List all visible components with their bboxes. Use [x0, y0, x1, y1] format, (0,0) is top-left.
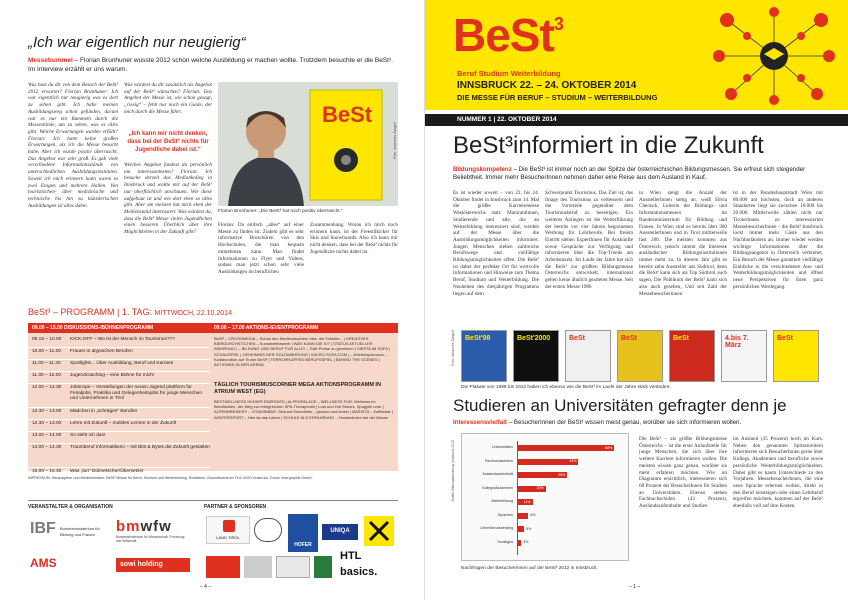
poster-label: BeSt'98 — [465, 335, 491, 342]
bmwfw-sub: Bundesministerium für Wissenschaft, Forschung und Wirtschaft — [116, 535, 185, 543]
right-col1: Es ist wieder soweit – von 22. bis 24. Oktober findet in Innsbruck zum 14. Mal die größte Karrieremesse Westösterreichs statt. Maturantinnen, Studierende und alle, die an Weiterbildung interessiert sind, werden auf der Messe über die Ausbildungsmöglichkeiten informiert. Jungen Menschen stehen zahlreiche Berufswege und vielfältige Bildungsmöglichkeiten offen. Die BeSt³ ist daher der perfekte Ort für wertvolle Informationen und Hinweise zum Thema Beruf, Studium und Weiterbildung. Die Neuheiten des diesjährigen Programms liegen auf dem — [453, 190, 539, 297]
logo-small-1 — [206, 556, 240, 578]
program-time: 11.00 – 11.30 — [32, 361, 61, 366]
left-intro-label: Messebummel — [28, 57, 73, 64]
right-headline: BeSt³informiert in die Zukunft — [453, 132, 764, 159]
impressum: IMPRESSUM: Herausgeber und Medieninhaber: BeSt³ Messe für Beruf, Studium und Weiterbildung. Redaktion: Zukunftszentrum Tirol, 6020 Innsbruck. Druck: Intergraphik GmbH. — [28, 476, 313, 480]
program-row — [28, 384, 210, 408]
program-row — [28, 408, 210, 420]
hofer-text: HOFER — [294, 542, 312, 548]
program-time: 13.00 – 14.00 — [32, 433, 62, 438]
chart-value-label: 3% — [523, 540, 529, 545]
program-time: 10.00 – 11.00 — [32, 349, 61, 354]
logo-bmwfw: bmwfw Bundesministerium für Wissenschaft, Forschung und Wirtschaft — [116, 518, 190, 548]
right-lead2 — [453, 419, 823, 427]
logo-sowi — [116, 558, 190, 572]
right-lead2-text: – BesucherInnen der BeSt³ wissen meist genau, worüber sie sich informieren wollen. — [507, 419, 742, 426]
sponsor-left-title: VERANSTALTER & ORGANISATION — [28, 504, 113, 510]
right-headline2: Studieren an Universitäten gefragter denn je — [453, 396, 787, 415]
interview-photo — [218, 82, 398, 206]
htl-text: HTL — [340, 550, 362, 562]
chart-bar — [517, 513, 528, 519]
right-lead2-label: Interessensvielfalt — [453, 419, 507, 426]
logo-small-4 — [314, 556, 332, 578]
right-page-number: – 1 – — [629, 584, 641, 590]
right-col2: Schwerpunkt Tourismus. Das Ziel ist, das Image des Tourismus zu verbessern und die Vorurteile gegenüber dem Tourismusberuf zu beseitigen. Ein weiteres Anliegen ist die Weiterführung der bereits vor vier Jahren begonnenen Werbung für Lehrberufe. Bei freiem Eintritt stehen ExpertInnen für Auskünfte sowie Gespräche zur Verfügung und informieren über die Top-Trends am Arbeitsmarkt. Im Laufe der Jahre hat sich die BeSt³ zur größten Bildungsmesse Österreichs entwickelt, international gelten keine ähnlich gearteten Messe. Seit der ersten Messe 1986 — [545, 190, 633, 290]
program-row — [28, 372, 210, 384]
poster — [669, 330, 715, 382]
photo-illustration — [218, 82, 398, 206]
program-desc: Jobscope – Vorstellungen der neuen Jugend plattform für Ferialjobs, Praktika und Gelegenheitsjobs für junge Menschen und Unternehmen in Tirol — [70, 385, 202, 401]
chart-caption: Nachfragen der BesucherInnen auf der BeSt³ 2012 in Innsbruck. — [461, 566, 598, 571]
poster-label: BeSt'2000 — [517, 335, 551, 342]
bmbf-line1: Bundesministerium für — [60, 526, 100, 531]
land-text: LAND TIROL — [216, 535, 240, 540]
event-line2: DIE MESSE FÜR BERUF – STUDIUM – WEITERBILDUNG — [457, 93, 658, 102]
poster-label: BeSt — [621, 335, 637, 342]
chart-value-label: 35% — [558, 472, 566, 477]
logo-bmbf — [30, 520, 106, 548]
program-time: 12.30 – 13.00 — [32, 421, 62, 426]
poster-label: 4.bis 7. März — [725, 335, 749, 349]
program-time: 12.30 – 13.00 — [32, 409, 62, 414]
photo-caption: Florian Brunhuner: „Die BeSt³ hat mich positiv überrascht.“ — [218, 209, 343, 214]
left-headline: „Ich war eigentlich nur neugierig“ — [28, 34, 246, 51]
bmbf-line2: Bildung und Frauen — [60, 532, 95, 537]
logo-ams — [30, 556, 76, 576]
sponsor-right-title: PARTNER & SPONSOREN — [204, 504, 267, 510]
program-time: 11.30 – 12.00 — [32, 373, 61, 378]
svg-text:BeSt: BeSt — [322, 102, 373, 127]
left-col3: Florian: Da einfach „alles“ auf einer Messe zu finden ist. Zudem gibt es sehr informative Broschüren von den Hochschulen, die man bequem mitnehmen kann. Man findet Informationen zu Flyer und Videos, sodass man jetzt schon sehr viele Ausbildungen im beruflichen — [218, 222, 304, 275]
left-col2: Was würdest du dir zusätzlich als Angebot auf der BeSt³ wünschen? Florian: Das Angebot der Messe ist, wie schon gesagt, „riesig“ – fehlt nur noch ein Guide, der mich durch die Messe führt. — [124, 82, 212, 115]
chart-value-label: 43% — [569, 459, 577, 464]
logo-uni — [254, 518, 282, 542]
program-desc: Was „tun“ Dolmetscher/Übersetzer — [70, 469, 144, 474]
icon-cluster — [709, 6, 839, 106]
program-desc: Spotlights... Über Ausbildung, Beruf und Karriere — [70, 361, 174, 366]
program-date: MITTWOCH, 22.10.2014 — [154, 310, 232, 317]
event-title: TÄGLICH TOURISMUSCORNER MEGA AKTIONSPROGRAMM IN ATRIUM WEST (EG) — [214, 382, 381, 395]
left-intro — [28, 57, 398, 74]
event-line1: INNSBRUCK 22. – 24. OKTOBER 2014 — [457, 80, 637, 91]
photo-credit: Foto: Johannes Zangerl — [393, 122, 397, 159]
left-page-number: – 4 – — [200, 584, 212, 590]
poster-label: BeSt — [569, 335, 585, 342]
logo-small-2 — [244, 556, 272, 578]
program-desc: Jugendcoaching – eine Bühne für mich! — [70, 373, 155, 378]
program-row — [28, 348, 210, 360]
chart-category-label: Sprachen — [497, 512, 513, 517]
chart-bar — [517, 526, 524, 532]
left-col2b: Welches Angebot fandest du persönlich am interessantesten? Florian: Ich besuche derzeit das Mediankolleg in Innsbruck und wollte mir auf der BeSt³ nur oberflächlich anschauen. Wie diese aufgebaut ist und wie dort eben so alles gibt. Aber am meisten hat mich eben der Medienstand interessiert. Was würdest du, dass die BeSt³ Messe vielen Jugendlichen einen besseren Überblick über ihre Möglichkeiten in der Zukunft gibt? — [124, 162, 212, 236]
poster — [721, 330, 767, 382]
left-col4: Zusammenhang. Woran ich mich noch erinnern kann, ist der Freestilkicker für Skis und Snowboards. Also ich kann mir nicht denken, dass bei der BeSt³ nichts für Jugendliche nichts dabei ist. — [310, 222, 398, 255]
poster-label: BeSt — [777, 335, 793, 342]
right-col6: im Ausland (35 Prozent) hoch im Kurs. Neben den genannten Spitzenreitern informieren sich BesucherInnen gerne über Kollegs, Akademien und berufliche sowie persönliche Weiterbildungsmöglichkeiten. Dabei gibt es kaum Unterschiede zu den Vorjahren. MessebesucherInnen, die eine neue Sprache erlernen wollen, direkt in den Beruf einsteigen oder einen Lehrberuf ergreifen möchten, kommen auf der BeSt³ ebenfalls voll auf ihre Kosten. — [733, 436, 823, 510]
right-lead-label: Bildungskompetenz — [453, 166, 512, 173]
poster-strip — [461, 330, 823, 382]
chart-value-label: 68% — [605, 445, 613, 450]
program-row — [28, 432, 210, 444]
poster — [565, 330, 611, 382]
program-time: 12.00 – 12.30 — [32, 385, 62, 390]
right-col3: in Wien steigt die Anzahl der AusstellerInnen stetig an, weiß Silvia Cheonck, Leiterin der Bildungs- und Informationsmessen im Bundesministerium für Bildung und Frauen. In Wien sind es bereits über 300 AusstellerInnen und in Tirol mittlerweile fast 200. Die meisten kommen aus Österreich, jedoch nimmt die Interesse ausländischer Bildungsinstitutionen immer mehr zu. In diesem Jahr gibt es bereits zehn Aussteller aus Südtirol, denn die BeSt³ kann sich als Top Südtirol auch sagen, Die Publikum der BeSt³ kann sich also auch gesehen, Und seit Zahl der Messebesucherinnen — [639, 190, 727, 297]
program-row — [28, 360, 210, 372]
issue-label: NUMMER 1 | 22. OKTOBER 2014 — [457, 116, 557, 123]
poster-label: BeSt — [673, 335, 689, 342]
chart-value-label: 8% — [530, 513, 536, 518]
poster — [461, 330, 507, 382]
chart-category-label: Sonstiges — [497, 539, 513, 544]
poster-credit: Foto: Johannes Zangerl — [451, 330, 455, 366]
right-lead-text: – Die BeSt³ ist immer noch an der Spitze der österreichischen Bildungsmessen. Sie erfreut sich steigender Beliebtheit. Immer mehr BesucherInnen nehmen daher eine Reise aus dem Ausland in Kauf. — [453, 166, 806, 181]
chart-category-label: Weiterbildung — [491, 499, 513, 503]
poster-caption: Die Plakate von 1998 bis 2012 haben ich ebenso wie die BeSt³ im Laufe der Jahre stark verändert. — [461, 385, 671, 390]
program-desc: Traumberuf Informatikerin – mit Bits & Bytes die Zukunft gestalten — [70, 445, 210, 450]
chart-value-label: 20% — [536, 486, 544, 491]
program-time: 15.00 – 15.30 — [32, 469, 62, 474]
brand-sup: 3 — [553, 14, 563, 34]
program-desc: Lehre mit Zukunft – mobiles Lernen in der Zukunft — [70, 421, 177, 426]
logo-uniqa — [322, 524, 358, 540]
logo-htl — [340, 550, 396, 564]
logo-hofer — [288, 514, 318, 552]
program-title — [28, 307, 232, 317]
event-text2: BESTWELLNESS HIGHER ENERGIES | ALPENPALACE – WELLNESS FUR: Wellness im Berufsleben, der Weg zur erfolgreichen SPA-Therapeutin | Lust und Hot Stones, Spagyrik ums. | ALPENBREWERY – VITAMINBAR: Gesund Smoothies – gesund und lecker | BARISTA – Kaffeebar | WINTERSPORT – Hier ist das Leben | SCHULE ALS ERFAHRUNG – Hochschulen bei der Messe — [214, 399, 393, 420]
chart-category-label: Universitäten — [492, 445, 513, 449]
left-col1: Was hast du dir von dem Besuch der BeSt³ 2012 erwartet? Florian Brunhuner: Ich war eigentlich nur neugierig was es dort zu sehen gibt. Ich habe meinen Ausbildungsweg schon gefunden, darum war es nur ein Bummeln durch die Messestände, um zu sehen, was es alles gibt. Welche Erwartungen wurden erfüllt? Florian: Ich hatte keine großen Erwartungen, als ich die Messe besucht habe. Aber ich wurde positiv überrascht. Das Angebot war sehr groß. Es gab viele verschiedene Informationsstände von unterschiedlichen Ausbildungsinstituten. Soweit ich mich erinnern kann waren es zwei Etagen und mehrere Hallen. Von touristischen- über medizinische und technische bis hin zu künstlerischen Ausbildungen ist alles dabei. — [28, 82, 118, 209]
chart-category-label: Auslandsaufenthalt — [482, 472, 513, 476]
program-header-right: 09.00 – 17.00 AKTIONS-/EVENTPROGRAMM — [210, 323, 398, 333]
right-page — [424, 0, 848, 600]
program-row — [28, 420, 210, 432]
basics-text: basics. — [340, 566, 378, 578]
bmbf-mark: IBF — [30, 520, 56, 537]
chart-value-label: 5% — [526, 526, 532, 531]
uniqa-text: UNIQA — [330, 528, 350, 534]
land-eagle-icon — [223, 520, 235, 532]
logo-raiffeisen — [364, 516, 394, 546]
program-row — [28, 336, 210, 348]
program-time: 09.15 – 10.00 — [32, 337, 62, 342]
poster — [773, 330, 819, 382]
right-lead — [453, 166, 823, 182]
left-intro-text: – Florian Brunhuner wusste 2012 schon welche Ausbildung er machen wollte. Trotzdem besuchte er die BeSt³. Im Interview erzählt er uns warum. — [28, 57, 393, 73]
sowi-text: sowi holding — [116, 558, 190, 572]
poster — [513, 330, 559, 382]
program-row — [28, 444, 210, 468]
program-title-label: BeSt³ – PROGRAMM | 1. TAG: — [28, 307, 153, 317]
program-desc: KICK-OFF – Wo ist der Mensch im Tourismus??? — [70, 337, 175, 342]
chart-category-label: Fachhochschulen — [484, 458, 513, 463]
logo-basics — [340, 566, 396, 580]
program-desc: Mädchen in „schrägen“ Berufen — [70, 409, 138, 414]
event-text: BeSt³ – CROSSMEDIA – Schau den Medienmachern über die Schulter... | KREATIVES BIERDURCHSTICHEN – Kunstwettbewerb | WAS KANN DIE KI? | STATUS AKTUELLER WÄHRUNG | – BILDUNG UND BERUF FÜR ALLE! – Tolle Preise zu gewinnen | SIESTA IM SOFA | SCHAUSPIEL | GEHEIMNIS DER GOLDWÄHRUNG | MICRO-SOFA.COM | – Erlebnisparcours – Kollaboration auf Tiroler BeSt³ | TERROIRKAFFEE BERUFSSPIEL | BEHIND THE SCENES | AKTIONEN IN DER ARENA — [214, 336, 390, 368]
right-col4: ist in der Bundeshauptstadt Wien mit 80.000 am höchsten, doch an anderen Standorten liegt sie zwischen 10.000 bis 20.000. Mittlerweile zählen nicht nur TirolerInnen zu interessierten MessebesucherInnen – die BeSt³ Innsbruck lockt immer mehr Gäste aus den Nachbarländern an. Immer wieder werden wichtige Informationen über die Bildungsangebot in Österreich verbreitet. Ein Besuch der Messe garantiert vielfältige Einblicke in die verschiedenen Aus- und Weiterbildungsmöglichkeiten und öffnet neue Perspektiven für ihren ganz persönlichen Werdegang. — [733, 190, 823, 290]
program-desc: So sieht ich das! — [70, 433, 106, 438]
right-col5: Die BeSt³ – als größte Bildungsmesse Österreichs – ist die erste Anlaufstelle für junge Menschen, die sich über ihre weitere Karriere informieren wollen. Die meisten wissen ganz genau, worüber sie mehr erfahren möchten. Wie im Diagramm ersichtlich, interessieren sich 68 Prozent der BesucherInnen für Studien an Universitäten. Ebenso stehen Fachhochschulen (43 Prozent), Auslandsaufenthalte und Studien — [639, 436, 727, 510]
chart-bar — [517, 445, 614, 451]
sponsor-divider — [28, 500, 398, 501]
chart-value-label: 11% — [523, 499, 531, 504]
chart-bar — [517, 540, 521, 546]
program-time: 14.00 – 14.30 — [32, 445, 62, 450]
chart-category-label: Kollegs/Akademien — [482, 485, 513, 490]
ams-text: AMS — [30, 556, 57, 570]
bar-chart — [461, 433, 629, 561]
chart-category-label: Lehre/Berufseinstieg — [480, 526, 513, 530]
logo-small-3 — [276, 556, 310, 578]
raiffeisen-icon — [364, 516, 394, 546]
chart-credit: Grafik: Bildungsberatung Innsbruck 2012 — [451, 440, 455, 502]
poster — [617, 330, 663, 382]
program-header-left: 09.00 – 15.00 DISKUSSIONS-/BÜHNENPROGRAMM — [28, 323, 210, 333]
program-desc: Frauen in atypischen Berufen — [70, 349, 133, 354]
left-quote: „Ich kann mir nicht denken, dass bei der BeSt³ nichts für Jugendliche dabei ist.“ — [127, 131, 209, 153]
brand-text: BeSt — [453, 9, 554, 61]
brand-logo — [453, 8, 563, 62]
logo-land — [206, 516, 250, 544]
brand-subtitle: Beruf Studium Weiterbildung — [457, 69, 561, 78]
